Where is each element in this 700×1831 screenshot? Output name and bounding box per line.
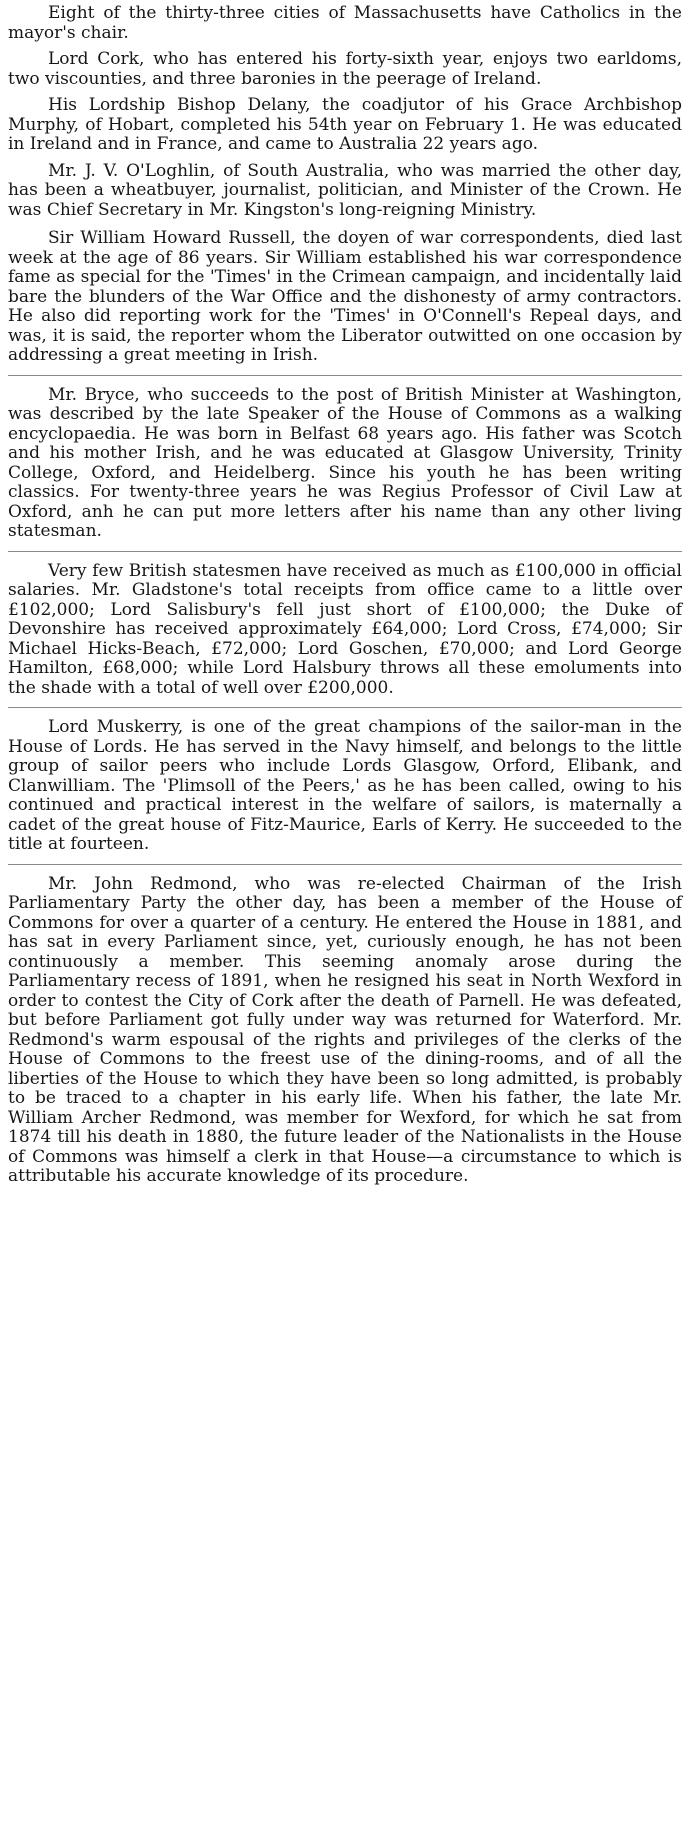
paragraph-lord-cork: Lord Cork, who has entered his forty-sixth year, enjoys two earldoms, two viscounties, and three baronies in the peerage of Ireland. [8, 49, 682, 89]
paragraph-ologhlin: Mr. J. V. O'Loghlin, of South Australia, who was married the other day, has been a wheatbuyer, journalist, politician, and Minister of the Crown. He was Chief Secretary in Mr. Kingston's long-reigning Ministry. [8, 160, 682, 220]
paragraph-mr-bryce: Mr. Bryce, who succeeds to the post of British Minister at Washington, was described by the late Speaker of the House of Commons as a walking encyclopaedia. He was born in Belfast 68 years ago. His father was Scotch and his mother Irish, and he was educated at Glasgow University, Trinity College, Oxford, and Heidelberg. Since his youth he has been writing classics. For twenty-three years he was Regius Professor of Civil Law at Oxford, anh he can put more letters after his name than any other living statesman. [8, 384, 682, 541]
column-divider [8, 551, 682, 552]
column-divider [8, 864, 682, 865]
paragraph-lord-muskerry: Lord Muskerry, is one of the great champions of the sailor-man in the House of Lords. He has served in the Navy himself, and belongs to the little group of sailor peers who include Lords Glasgow, Orford, Elibank, and Clanwilliam. The 'Plimsoll of the Peers,' as he has been called, owing to his continued and practical interest in the welfare of sailors, is maternally a cadet of the great house of Fitz-Maurice, Earls of Kerry. He succeeded to the title at fourteen. [8, 717, 682, 854]
paragraph-massachusetts-mayors: Eight of the thirty-three cities of Massachusetts have Catholics in the mayor's chair. [8, 3, 682, 43]
paragraph-bishop-delany: His Lordship Bishop Delany, the coadjutor of his Grace Archbishop Murphy, of Hobart, completed his 54th year on February 1. He was educated in Ireland and in France, and came to Australia 22 years ago. [8, 95, 682, 154]
paragraph-john-redmond: Mr. John Redmond, who was re-elected Chairman of the Irish Parliamentary Party the other day, has been a member of the House of Commons for over a quarter of a century. He entered the House in 1881, and has sat in every Parliament since, yet, curiously enough, he has not been continuously a member. This seeming anomaly arose during the Parliamentary recess of 1891, when he resigned his seat in North Wexford in order to contest the City of Cork after the death of Parnell. He was defeated, but before Parliament got fully under way was returned for Waterford. Mr. Redmond's warm espousal of the rights and privileges of the clerks of the House of Commons to the freest use of the dining-rooms, and of all the liberties of the House to which they have been so long admitted, is probably to be traced to a chapter in his early life. When his father, the late Mr. William Archer Redmond, was member for Wexford, for which he sat from 1874 till his death in 1880, the future leader of the Nationalists in the House of Commons was himself a clerk in that House—a circumstance to which is attributable his accurate knowledge of its procedure. [8, 873, 682, 1186]
paragraph-statesmen-salaries: Very few British statesmen have received as much as £100,000 in official salaries. Mr. Gladstone's total receipts from office came to a little over £102,000; Lord Salisbury's fell just short of £100,000; the Duke of Devonshire has received approximately £64,000; Lord Cross, £74,000; Sir Michael Hicks-Beach, £72,000; Lord Goschen, £70,000; and Lord George Hamilton, £68,000; while Lord Halsbury throws all these emoluments into the shade with a total of well over £200,000. [8, 560, 682, 698]
column-divider [8, 375, 682, 376]
column-divider [8, 707, 682, 708]
paragraph-william-russell: Sir William Howard Russell, the doyen of war correspondents, died last week at the age of 86 years. Sir William established his war correspondence fame as special for the 'Times' in the Crimean campaign, and incidentally laid bare the blunders of the War Office and the dishonesty of army contractors. He also did reporting work for the 'Times' in O'Connell's Repeal days, and was, it is said, the reporter whom the Liberator outwitted on one occasion by addressing a great meeting in Irish. [8, 228, 682, 365]
